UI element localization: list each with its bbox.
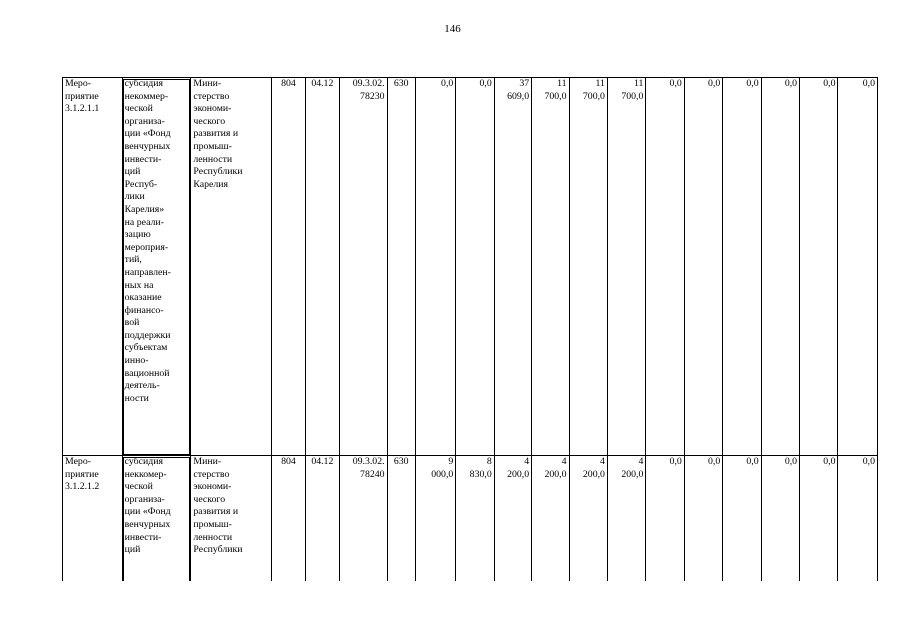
description-cell (122, 456, 191, 582)
measure-cell-line: приятие (65, 90, 99, 102)
amount-cell-line: 0,0 (862, 78, 875, 89)
page-number: 146 (444, 23, 461, 35)
measure-cell (63, 456, 123, 582)
executor-cell-line: Мини- (193, 456, 222, 467)
amount-cell-line: 11 (595, 78, 605, 89)
executor-cell-line: экономи- (193, 103, 232, 115)
amount-cell-line: 0,0 (746, 78, 759, 89)
amount-cell-line: 37 (519, 78, 530, 89)
amount-cell-line: 4 (524, 456, 530, 467)
executor-cell-line: Республики (193, 544, 243, 556)
csr-cell-line: 78240 (360, 468, 385, 480)
measure-cell-line: 3.1.2.1.2 (65, 481, 100, 493)
amount-cell-line: 0,0 (823, 456, 836, 467)
executor-cell-line: ческого (193, 115, 226, 127)
description-cell-line: направлен- (124, 266, 171, 278)
measure-cell-line: 3.1.2.1.1 (65, 103, 100, 115)
amount-cell (646, 456, 684, 582)
description-cell-line: мероприя- (124, 241, 169, 253)
amount-cell-line: 200,0 (544, 468, 567, 480)
executor-cell-line: Карелия (193, 178, 229, 190)
amount-cell-line: 700,0 (621, 90, 644, 102)
amount-cell (838, 78, 878, 456)
amount-cell (532, 78, 569, 456)
measure-cell-line: Меро- (65, 78, 91, 89)
description-cell-line: инвести- (124, 153, 162, 165)
grbs-cell: 804 (272, 78, 305, 456)
amount-cell (684, 456, 722, 582)
amount-cell-line: 0,0 (707, 78, 721, 89)
amount-cell-line: 8 (486, 456, 492, 467)
description-cell-line: лики (124, 191, 145, 203)
amount-cell (800, 78, 838, 456)
amount-cell-line: 700,0 (582, 90, 605, 102)
budget-table-container (62, 77, 878, 581)
description-cell-line: ций (124, 544, 141, 556)
description-cell-line: инвести- (124, 531, 162, 543)
description-cell-line: ций (124, 166, 141, 178)
amount-cell-line: 0,0 (669, 78, 682, 89)
executor-cell (191, 456, 272, 582)
amount-cell (569, 78, 607, 456)
description-cell-line: поддержки (124, 329, 171, 341)
description-cell-line: тий, (124, 254, 142, 266)
executor-cell-line: развития и (193, 128, 239, 140)
amount-cell (800, 456, 838, 582)
csr-cell-line: 78230 (360, 90, 385, 102)
executor-cell (191, 78, 272, 456)
amount-cell (838, 456, 878, 582)
amount-cell-line: 200,0 (582, 468, 605, 480)
amount-cell (607, 78, 645, 456)
amount-cell (415, 78, 455, 456)
description-cell-line: венчурных (124, 518, 171, 530)
amount-cell (532, 456, 569, 582)
amount-cell (723, 456, 761, 582)
measure-cell (63, 78, 123, 456)
executor-cell-line: Мини- (193, 78, 222, 89)
csr-cell-line: 09.3.02. (352, 456, 385, 467)
amount-cell-line: 0,0 (746, 456, 759, 467)
amount-cell-line: 0,0 (823, 78, 836, 89)
description-cell-line: субъектам (124, 342, 168, 354)
description-cell-line: деятель- (124, 380, 160, 392)
csr-cell-line: 09.3.02. (352, 78, 385, 89)
description-cell-line: организа- (124, 493, 165, 505)
amount-cell (761, 456, 799, 582)
amount-cell (456, 456, 494, 582)
executor-cell-line: ленности (193, 531, 233, 543)
rzpr-cell: 04.12 (305, 456, 339, 582)
amount-cell (494, 456, 531, 582)
amount-cell-line: 0,0 (784, 78, 798, 89)
description-cell-line: ческой (124, 481, 153, 493)
amount-cell (607, 456, 645, 582)
amount-cell-line: 0,0 (707, 456, 721, 467)
measure-cell-line: Меро- (65, 456, 91, 467)
amount-cell (684, 78, 722, 456)
amount-cell-line: 200,0 (621, 468, 644, 480)
table-row (63, 78, 878, 456)
description-cell-line: ческой (124, 103, 153, 115)
description-cell-line: субсидия (124, 78, 163, 89)
amount-cell-line: 11 (633, 78, 644, 89)
executor-cell-line: экономи- (193, 481, 232, 493)
amount-cell (646, 78, 684, 456)
amount-cell-line: 11 (557, 78, 567, 89)
executor-cell-line: ческого (193, 493, 226, 505)
csr-cell (340, 456, 388, 582)
vr-cell: 630 (387, 456, 415, 582)
executor-cell-line: стерство (193, 90, 230, 102)
description-cell-line: субсидия (124, 456, 163, 467)
amount-cell-line: 609,0 (507, 90, 530, 102)
vr-cell: 630 (387, 78, 415, 456)
amount-cell (761, 78, 799, 456)
amount-cell-line: 4 (561, 456, 567, 467)
description-cell-line: вой (124, 317, 140, 329)
csr-cell (340, 78, 388, 456)
measure-cell-line: приятие (65, 468, 99, 480)
description-cell-line: венчурных (124, 140, 171, 152)
description-cell-line: финансо- (124, 304, 164, 316)
rzpr-cell: 04.12 (305, 78, 339, 456)
amount-cell-line: 0,0 (669, 456, 682, 467)
description-cell-line: оказание (124, 292, 162, 304)
budget-table (62, 77, 878, 581)
amount-cell (569, 456, 607, 582)
description-cell-line: инно- (124, 355, 149, 367)
table-row (63, 456, 878, 582)
amount-cell (723, 78, 761, 456)
description-cell-line: ции «Фонд (124, 506, 171, 518)
description-cell-line: ных на (124, 279, 154, 291)
description-cell (122, 78, 191, 456)
executor-cell-line: промыш- (193, 140, 232, 152)
amount-cell (415, 456, 455, 582)
description-cell-line: вационной (124, 367, 170, 379)
amount-cell-line: 000,0 (431, 468, 454, 480)
executor-cell-line: развития и (193, 506, 239, 518)
description-cell-line: Карелия» (124, 203, 165, 215)
amount-cell-line: 830,0 (469, 468, 492, 480)
amount-cell-line: 0,0 (479, 78, 492, 89)
description-cell-line: некоммер- (124, 90, 169, 102)
description-cell-line: ции «Фонд (124, 128, 171, 140)
amount-cell-line: 700,0 (544, 90, 567, 102)
amount-cell-line: 9 (448, 456, 454, 467)
description-cell-line: Респуб- (124, 178, 158, 190)
amount-cell-line: 4 (638, 456, 644, 467)
executor-cell-line: Республики (193, 166, 243, 178)
grbs-cell: 804 (272, 456, 305, 582)
amount-cell-line: 0,0 (862, 456, 875, 467)
description-cell-line: зацию (124, 229, 151, 241)
amount-cell-line: 0,0 (441, 78, 454, 89)
description-cell-line: организа- (124, 115, 165, 127)
amount-cell-line: 200,0 (507, 468, 530, 480)
executor-cell-line: стерство (193, 468, 230, 480)
description-cell-line: ности (124, 392, 149, 404)
amount-cell-line: 0,0 (784, 456, 798, 467)
amount-cell (494, 78, 531, 456)
amount-cell (456, 78, 494, 456)
description-cell-line: неккомер- (124, 468, 167, 480)
amount-cell-line: 4 (600, 456, 605, 467)
description-cell-line: на реали- (124, 216, 164, 228)
executor-cell-line: промыш- (193, 518, 232, 530)
executor-cell-line: ленности (193, 153, 233, 165)
